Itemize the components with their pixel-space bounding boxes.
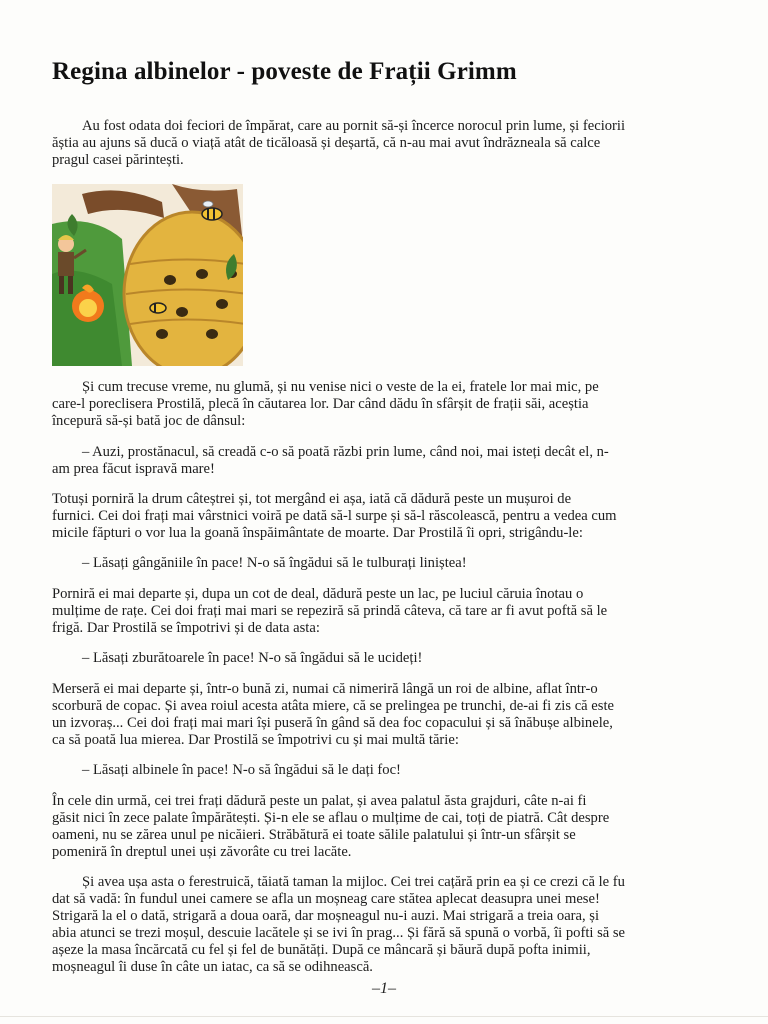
paragraph-6 xyxy=(52,793,720,861)
text-line: dat să vadă: în fundul unei camere se afla un moșneag care stătea aplecat deasupra unei mese! xyxy=(52,891,600,907)
text-line: – Auzi, prostănacul, să creadă c-o să poată răzbi prin lume, când noi, mai isteți decât el, n- xyxy=(82,444,609,460)
text-line: Porniră ei mai departe și, dupa un cot de deal, dădură peste un lac, pe luciul căruia înotau o xyxy=(52,586,584,602)
text-line: găsit nici în zece palate împărătești. Și-n ele se aflau o mulțime de cai, toți de piatră. Cât despre xyxy=(52,810,610,826)
text-line: ca să poată lua mierea. Dar Prostilă se împotrivi cu și mai multă tărie: xyxy=(52,732,459,748)
text-line: Totuși porniră la drum câteștrei și, tot mergând ei așa, iată că dădură peste un mușuroi de xyxy=(52,491,572,507)
text-line: frigă. Dar Prostilă se împotrivi și de data asta: xyxy=(52,620,320,636)
text-line: pomeniră în dreptul unei uși zăvorâte cu trei lacăte. xyxy=(52,844,352,860)
text-line: oameni, nu se zărea unul pe nicăieri. Străbătură ei toate sălile palatului și într-un sfârșit se xyxy=(52,827,576,843)
paragraph-2 xyxy=(52,379,720,430)
text-line: așeze la masa încărcată cu fel și fel de bunătăți. După ce mâncară și băură după pofta inimii, xyxy=(52,942,591,958)
illustration-image xyxy=(52,184,243,366)
paragraph-3 xyxy=(52,491,720,542)
text-line: abia atunci se trezi moșul, descuie lacătele și se ivi în prag... Și fără să spună o vorbă, îi pofti să se xyxy=(52,925,626,941)
text-line: pragul casei părintești. xyxy=(52,152,184,168)
page-title: Regina albinelor - poveste de Frații Grimm xyxy=(52,58,517,85)
illustration-beehive xyxy=(52,184,243,366)
paragraph-5 xyxy=(52,681,720,749)
text-line: mulțime de rațe. Cei doi frați mai mari se repeziră să prindă câteva, că tare ar fi avut poftă să le xyxy=(52,603,608,619)
text-line: – Lăsați albinele în pace! N-o să îngădui să le dați foc! xyxy=(82,762,401,778)
page-edge-divider xyxy=(0,1016,768,1017)
dialogue-2 xyxy=(52,555,720,572)
text-line: Strigară la el o dată, strigară a doua oară, dar moșneagul nu-i auzi. Mai strigară a treia oara, și xyxy=(52,908,600,924)
text-line: am prea făcut ispravă mare! xyxy=(52,461,215,477)
text-line: un izvoraș... Cei doi frați mai mari își puseră în gând să dea foc copacului și să înăbușe albinele, xyxy=(52,715,613,731)
dialogue-1 xyxy=(52,444,720,478)
page-number: –1– xyxy=(372,980,396,997)
text-line: furnici. Cei doi frați mai vârstnici voiră pe dată să-l surpe și să-l răscolească, pentru a vedea cum xyxy=(52,508,617,524)
paragraph-1 xyxy=(52,118,720,169)
text-line: moșneagul îi duse în câte un iatac, ca să se odihnească. xyxy=(52,959,373,975)
dialogue-4 xyxy=(52,762,720,779)
text-line: care-l poreclisera Prostilă, plecă în căutarea lor. Dar când dădu în sfârșit de frații săi, aceștia xyxy=(52,396,589,412)
text-line: Merseră ei mai departe și, într-o bună zi, numai că nimeriră lângă un roi de albine, aflat într-o xyxy=(52,681,598,697)
text-line: începură să-și bată joc de dânsul: xyxy=(52,413,246,429)
text-line: scorbură de copac. Și avea roiul acesta atâta miere, că se prelingea pe trunchi, de-ai fi zis că este xyxy=(52,698,614,714)
text-line: În cele din urmă, cei trei frați dădură peste un palat, și avea palatul ăsta grajduri, câte n-ai fi xyxy=(52,793,587,809)
text-line: – Lăsați gângăniile în pace! N-o să îngădui să le tulburați liniștea! xyxy=(82,555,467,571)
text-line: Au fost odata doi feciori de împărat, care au pornit să-și încerce norocul prin lume, și feciorii xyxy=(82,118,626,134)
text-line: ăștia au ajuns să ducă o viață atât de ticăloasă și deșartă, că n-au mai avut îndrăzneala să calce xyxy=(52,135,601,151)
text-line: Și avea ușa asta o ferestruică, tăiată taman la mijloc. Cei trei cațără prin ea și ce crezi că le fu xyxy=(82,874,625,890)
paragraph-4 xyxy=(52,586,720,637)
paragraph-7 xyxy=(52,874,720,976)
dialogue-3 xyxy=(52,650,720,667)
text-line: Și cum trecuse vreme, nu glumă, și nu venise nici o veste de la ei, fratele lor mai mic, pe xyxy=(82,379,599,395)
text-line: micile făpturi o vor lua la goană înspăimântate de moarte. Dar Prostilă îi opri, strigându-le: xyxy=(52,525,583,541)
text-line: – Lăsați zburătoarele în pace! N-o să îngădui să le ucideți! xyxy=(82,650,423,666)
